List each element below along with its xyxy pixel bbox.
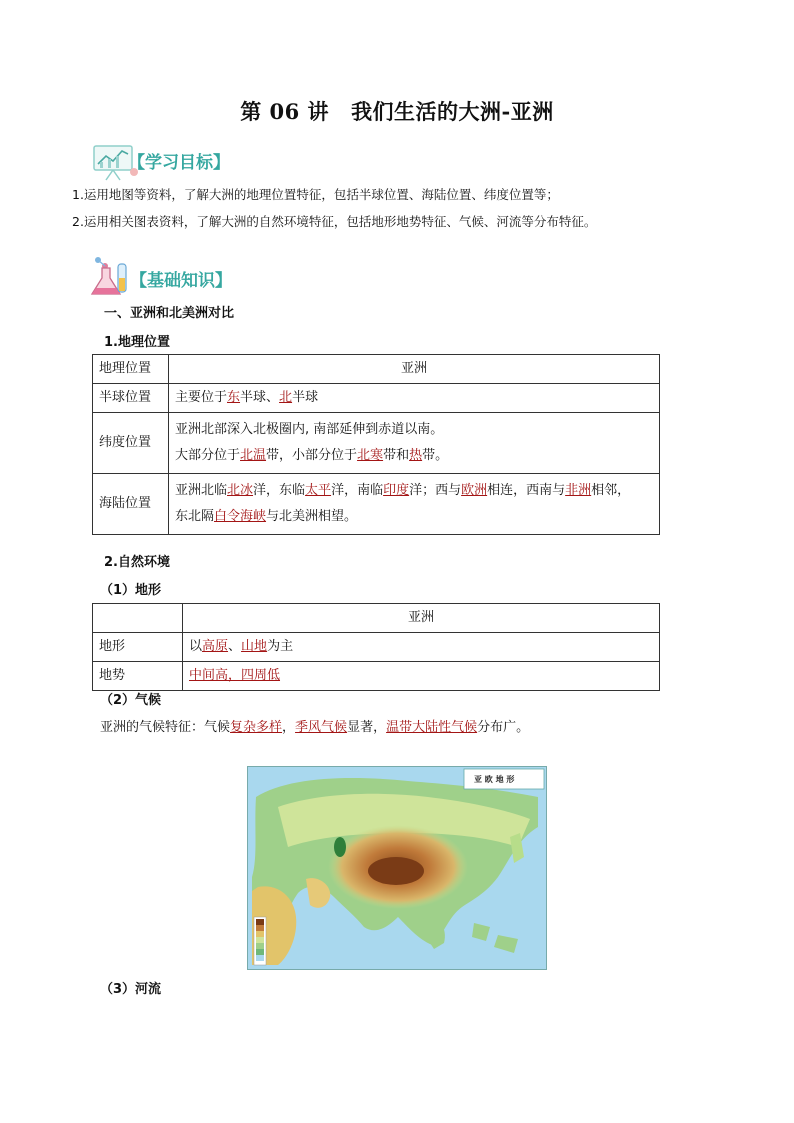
row-label-sea-land: 海陆位置 bbox=[93, 474, 169, 535]
table-header-cell: 亚洲 bbox=[183, 604, 660, 633]
table-row bbox=[93, 413, 660, 474]
answer-text: 中间高，四周低 bbox=[189, 668, 281, 683]
answer-text: 高原 bbox=[202, 639, 229, 654]
table-row bbox=[93, 662, 660, 691]
hemisphere-cell: 主要位于东半球、北半球 bbox=[169, 384, 660, 413]
table-row bbox=[93, 633, 660, 662]
row-label-hemisphere: 半球位置 bbox=[93, 384, 169, 413]
lecture-number: 第 06 讲 bbox=[240, 99, 330, 124]
map-title: 亚 欧 地 形 bbox=[474, 775, 515, 784]
answer-text: 山地 bbox=[241, 639, 268, 654]
row-label-terrain: 地形 bbox=[93, 633, 183, 662]
page-title bbox=[0, 96, 794, 126]
answer-text: 北冰 bbox=[227, 483, 254, 498]
answer-text: 季风气候 bbox=[295, 720, 348, 735]
section-1-heading: 一、亚洲和北美洲对比 bbox=[104, 306, 235, 321]
terrain-map-image bbox=[248, 767, 546, 969]
row-label-latitude: 纬度位置 bbox=[93, 413, 169, 474]
table-row bbox=[93, 355, 660, 384]
row-label-elevation: 地势 bbox=[93, 662, 183, 691]
answer-text: 复杂多样 bbox=[230, 720, 283, 735]
answer-text: 北温 bbox=[240, 448, 267, 463]
learning-goals-header bbox=[88, 142, 288, 182]
answer-text: 白令海峡 bbox=[214, 509, 267, 524]
table-header-cell bbox=[93, 604, 183, 633]
basic-knowledge-header bbox=[88, 254, 288, 298]
terrain-cell: 以高原、山地为主 bbox=[183, 633, 660, 662]
answer-text: 非洲 bbox=[565, 483, 592, 498]
climate-heading: （2）气候 bbox=[100, 693, 162, 708]
learning-goal-2: 2.运用相关图表资料，了解大洲的自然环境特征，包括地形地势特征、气候、河流等分布特征。 bbox=[72, 214, 597, 229]
latitude-cell: 亚洲北部深入北极圈内, 南部延伸到赤道以南。 大部分位于北温带，小部分位于北寒带和热带。 bbox=[169, 413, 660, 474]
answer-text: 东 bbox=[227, 390, 241, 405]
terrain-table bbox=[92, 603, 660, 691]
eurasia-terrain-map bbox=[247, 766, 547, 970]
terrain-heading: （1）地形 bbox=[100, 583, 162, 598]
answer-text: 温带大陆性气候 bbox=[386, 720, 478, 735]
table-row bbox=[93, 604, 660, 633]
natural-env-heading: 2.自然环境 bbox=[104, 555, 170, 570]
elevation-cell bbox=[183, 662, 660, 691]
basic-knowledge-heading: 【基础知识】 bbox=[130, 271, 232, 291]
answer-text: 太平 bbox=[305, 483, 332, 498]
answer-text: 印度 bbox=[383, 483, 410, 498]
table-header-cell: 地理位置 bbox=[93, 355, 169, 384]
lecture-topic: 我们生活的大洲-亚洲 bbox=[351, 99, 554, 124]
climate-text: 亚洲的气候特征：气候复杂多样，季风气候显著，温带大陆性气候分布广。 bbox=[100, 720, 530, 735]
lab-flask-icon bbox=[88, 254, 136, 298]
table-row bbox=[93, 474, 660, 535]
geo-location-table bbox=[92, 354, 660, 535]
table-row bbox=[93, 384, 660, 413]
learning-goals-heading: 【学习目标】 bbox=[128, 153, 230, 173]
answer-text: 北 bbox=[279, 390, 293, 405]
geo-location-heading: 1.地理位置 bbox=[104, 335, 170, 350]
rivers-heading: （3）河流 bbox=[100, 982, 162, 997]
sea-land-cell: 亚洲北临北冰洋，东临太平洋，南临印度洋；西与欧洲相连，西南与非洲相邻， 东北隔白令海峡与北美洲相望。 bbox=[169, 474, 660, 535]
answer-text: 北寒 bbox=[357, 448, 384, 463]
answer-text: 热 bbox=[409, 448, 423, 463]
answer-text: 欧洲 bbox=[461, 483, 488, 498]
learning-goal-1: 1.运用地图等资料，了解大洲的地理位置特征，包括半球位置、海陆位置、纬度位置等； bbox=[72, 187, 559, 202]
table-header-cell: 亚洲 bbox=[169, 355, 660, 384]
